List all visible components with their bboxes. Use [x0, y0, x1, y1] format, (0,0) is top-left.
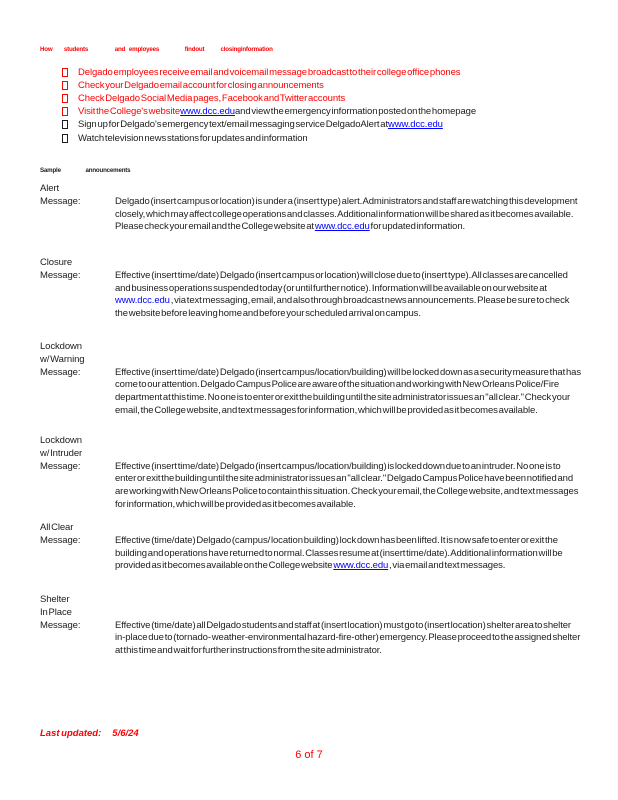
message-body — [115, 270, 581, 321]
section-label: Shelter — [40, 594, 70, 605]
section-label: Alert — [40, 183, 60, 194]
message-text: , via email and text messages. — [389, 560, 506, 572]
message-body — [115, 535, 581, 573]
closing-info-bullet-list — [62, 66, 592, 145]
bullet-item — [62, 105, 592, 118]
heading-word: students — [63, 46, 89, 53]
message-text: for updated information. — [370, 221, 466, 233]
square-bullet-icon — [62, 120, 68, 129]
dcc-website-link[interactable]: www.dcc.edu — [388, 119, 443, 131]
message-text: Effective (insert time/date) Delgado (insert campus or location) will close due to (insert type). All classes are cancelled and business operations suspended today (or until further notice). Information will be available on our website at — [115, 269, 568, 294]
message-text: , via text messaging, email, and also through broadcast news announcements. Please be sure to check the website before leaving home and before your scheduled arrival on campus. — [115, 295, 570, 320]
section-label: Closure — [40, 257, 73, 268]
section-closure — [40, 257, 581, 321]
bullet-item — [62, 66, 592, 79]
section-lockdown-intruder — [40, 435, 581, 512]
message-label: Message: — [40, 269, 81, 281]
square-bullet-icon — [62, 107, 68, 116]
section-label: All Clear — [40, 522, 74, 533]
dcc-website-link[interactable]: www.dcc.edu — [180, 106, 235, 118]
bullet-text: Watch television news stations for updates and information — [78, 132, 308, 144]
sample-announcements-heading — [40, 167, 130, 174]
heading-word: findout — [184, 46, 205, 53]
bullet-text: and view the emergency information posted on the homepage — [234, 106, 477, 118]
bullet-item — [62, 118, 592, 131]
message-body — [115, 367, 581, 418]
dcc-website-link[interactable]: www.dcc.edu — [115, 295, 170, 307]
bullet-text: Check Delgado Social Media pages, Facebook and Twitter accounts — [78, 93, 346, 105]
section-label: In Place — [40, 606, 72, 618]
heading-word: and — [114, 46, 126, 53]
section-lockdown-warning — [40, 341, 581, 418]
bullet-text: Delgado employees receive email and voicemail message broadcast to their college office phones — [78, 67, 461, 79]
message-text: Effective (insert time/date) Delgado (insert campus/location/building) is locked down due to an intruder. No one is to enter or exit the building until the site administrator issues an "all clear." Delgado Campus Police have been notified and are working with New Orleans Police to contain this situation. Check your email, the College website, and text messages for information, which will be provided as it becomes available. — [115, 460, 579, 510]
bullet-text: Check your Delgado email account for closing announcements — [78, 80, 324, 92]
message-text: Delgado (insert campus or location) is under a (insert type) alert. Administrators and staff are watching this development closely, which may affect college operations and classes. Additional information will be shared as it becomes available. Please check your email and the College website at — [115, 195, 578, 233]
page-heading — [40, 46, 273, 53]
bullet-item — [62, 131, 592, 144]
section-label: Lockdown — [40, 435, 82, 446]
section-alert — [40, 183, 581, 234]
message-label: Message: — [40, 619, 81, 631]
page-number: 6 of 7 — [295, 749, 323, 761]
last-updated-date: 5/6/24 — [112, 728, 139, 739]
section-label: Lockdown — [40, 341, 82, 352]
message-label: Message: — [40, 366, 81, 378]
bullet-text: Visit the College's website — [78, 106, 181, 118]
heading-word: announcements — [85, 167, 131, 174]
section-all-clear — [40, 522, 581, 573]
section-label: w/ Intruder — [40, 447, 83, 459]
heading-word: How — [40, 46, 53, 53]
message-body — [115, 620, 581, 658]
square-bullet-icon — [62, 68, 68, 77]
heading-word: closinginformation — [220, 46, 273, 53]
message-label: Message: — [40, 195, 81, 207]
last-updated — [40, 728, 139, 739]
bullet-item — [62, 92, 592, 105]
square-bullet-icon — [62, 134, 68, 143]
heading-word: Sample — [40, 167, 61, 174]
last-updated-label: Last updated: — [40, 728, 102, 739]
dcc-website-link[interactable]: www.dcc.edu — [333, 560, 389, 572]
message-label: Message: — [40, 460, 81, 472]
section-label: w/ Warning — [40, 353, 85, 365]
square-bullet-icon — [62, 81, 68, 90]
bullet-text: Sign up for Delgado's emergency text/email messaging service DelgadoAlert at — [78, 119, 388, 131]
message-text: Effective (time/date) Delgado (campus/ location building) lock down has been lifted. It is now safe to enter or exit the building and operations have returned to normal. Classes resume at (insert time/date). Additional information will be provided as it becomes available on the College website — [115, 534, 563, 572]
dcc-website-link[interactable]: www.dcc.edu — [314, 221, 370, 233]
message-text: Effective (time/date) all Delgado students and staff at (insert location) must go to (insert location) shelter area to shelter in-place due to (tornado- weather-environmental hazard-fire-other) emergency. Please proceed to the assigned shelter at this time and wait for further instructions from the site administrator. — [115, 619, 581, 657]
heading-word: employees — [128, 46, 160, 53]
message-text: Effective (insert time/date) Delgado (insert campus/location/building) will be locked down as a security measure that has come to our attention. Delgado Campus Police are aware of the situation and working with New Orleans Police/Fire department at this time. No one is to enter or exit the building until the site administrator issues an "all clear." Check your email, the College website, and text messages for information, which will be provided as it becomes available. — [115, 366, 581, 416]
section-shelter-in-place — [40, 594, 581, 658]
bullet-item — [62, 79, 592, 92]
message-body — [115, 196, 581, 234]
square-bullet-icon — [62, 94, 68, 103]
message-body — [115, 461, 581, 512]
message-label: Message: — [40, 534, 81, 546]
